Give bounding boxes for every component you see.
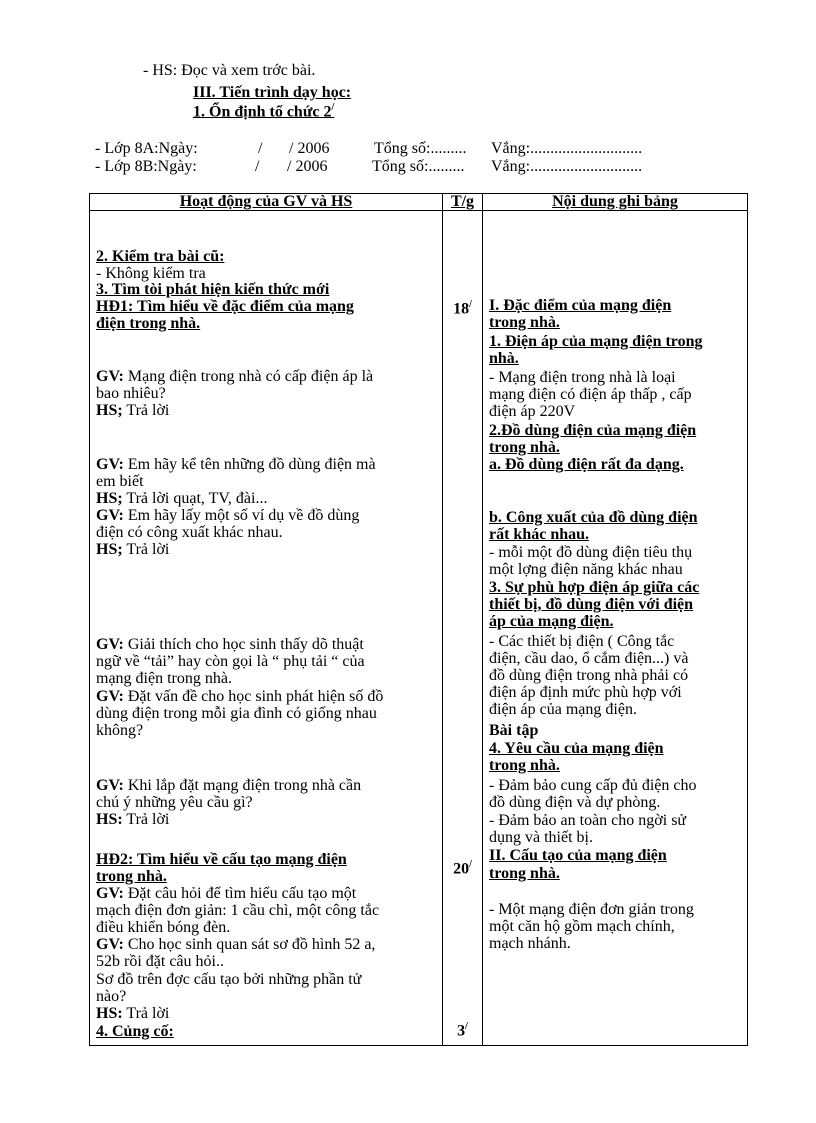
left-line — [96, 281, 329, 299]
left-line-text: điều khiển bóng đèn. — [96, 919, 231, 936]
left-line — [96, 670, 232, 688]
left-line-text: Trả lời — [122, 402, 170, 419]
left-line — [96, 541, 169, 559]
left-line-text: không? — [96, 722, 144, 739]
left-line-text: 52b rồi đặt câu hỏi.. — [96, 953, 224, 970]
class-label: - Lớp 8A:Ngày: — [95, 140, 198, 157]
left-line — [96, 385, 166, 403]
left-line — [96, 473, 144, 491]
right-line — [489, 561, 683, 579]
time-value: 18 — [453, 300, 470, 318]
left-line-bold: GV: — [96, 688, 124, 705]
right-line-bold: trong nhà. — [489, 314, 560, 331]
right-line — [489, 596, 693, 614]
table-body-row — [90, 211, 748, 1046]
left-line — [96, 722, 143, 740]
right-line — [489, 403, 575, 421]
left-line-text: Giải thích cho học sinh thấy dõ thuật — [123, 636, 364, 653]
left-line-text: ngữ về “tải” hay còn gọi là “ phụ tải “ của — [96, 653, 365, 670]
right-line-text: điện áp 220V — [489, 403, 576, 420]
right-line — [489, 701, 637, 719]
class-label: - Lớp 8B:Ngày: — [95, 158, 197, 175]
left-line-bold: HS: — [96, 1005, 123, 1022]
right-line — [489, 794, 660, 812]
right-line-bold: nhà. — [489, 350, 519, 367]
left-line-bold: GV: — [96, 936, 124, 953]
table-header-row — [90, 194, 748, 211]
header-time: T/g — [443, 194, 483, 211]
right-line-bold: 3. Sự phù hợp điện áp giữa các — [489, 579, 700, 596]
right-line-text: dụng và thiết bị. — [489, 829, 593, 846]
right-line — [489, 722, 538, 740]
date-year: / 2006 — [289, 140, 330, 157]
left-line — [96, 902, 379, 920]
absent-count: Vắng:............................ — [491, 140, 643, 157]
left-line — [96, 705, 377, 723]
left-line-bold: HĐ2: Tìm hiểu về cấu tạo mạng điện — [96, 851, 347, 868]
right-line-bold: 1. Điện áp của mạng điện trong — [489, 333, 703, 350]
left-line-text: Cho học sinh quan sát sơ đồ hình 52 a, — [123, 936, 376, 953]
right-line — [489, 439, 560, 457]
left-line-bold: GV: — [96, 636, 124, 653]
left-line-text: em biết — [96, 473, 144, 490]
left-line — [96, 524, 283, 542]
right-line — [489, 667, 688, 685]
right-line — [489, 935, 571, 953]
left-line-text: Mạng điện trong nhà có cấp điện áp là — [123, 368, 374, 385]
right-line-text: điện áp định mức phù hợp với — [489, 684, 682, 701]
right-line-bold: Bài tập — [489, 722, 539, 739]
left-line — [96, 936, 375, 954]
right-line — [489, 526, 589, 544]
step-title — [193, 102, 334, 121]
left-line-bold: 3. Tìm tòi phát hiện kiến thức mới — [96, 281, 330, 298]
header-activities: Hoạt động của GV và HS — [90, 194, 443, 211]
right-line — [489, 579, 699, 597]
left-line — [96, 368, 373, 386]
left-line — [96, 988, 126, 1006]
right-line-text: điện, cầu dao, ổ cắm điện...) và — [489, 650, 689, 667]
right-line — [489, 757, 560, 775]
left-line — [96, 653, 365, 671]
left-line-bold: HS: — [96, 811, 123, 828]
left-line-text: bao nhiêu? — [96, 385, 166, 402]
left-line-text: mạch điện đơn giản: 1 cầu chì, một công tắc — [96, 902, 380, 919]
time-unit: / — [465, 1021, 468, 1032]
right-line — [489, 650, 688, 668]
left-line-text: - Không kiểm tra — [96, 265, 206, 282]
right-line — [489, 777, 696, 795]
left-line — [96, 851, 347, 869]
right-line — [489, 386, 692, 404]
left-line-text: Đặt câu hỏi để tìm hiểu cấu tạo một — [123, 885, 357, 902]
lesson-table — [89, 193, 748, 1046]
section-title: III. Tiến trình dạy học: — [193, 84, 352, 101]
hs-preparation-line: - HS: Đọc và xem trớc bài. — [143, 62, 316, 79]
right-line — [489, 422, 696, 440]
left-line — [96, 868, 167, 886]
left-line-text: mạng điện trong nhà. — [96, 670, 232, 687]
left-line-bold: trong nhà. — [96, 868, 167, 885]
right-line — [489, 613, 613, 631]
right-line — [489, 829, 593, 847]
right-line-bold: trong nhà. — [489, 865, 560, 882]
right-line — [489, 456, 684, 474]
date-slash: / — [255, 158, 260, 175]
left-line-bold: HS; — [96, 490, 123, 507]
time-unit: / — [469, 299, 472, 310]
right-line-text: đồ dùng điện và dự phòng. — [489, 794, 661, 811]
left-line — [96, 971, 361, 989]
activities-cell — [90, 211, 443, 1046]
right-line — [489, 544, 692, 562]
right-line-bold: b. Công xuất của đồ dùng điện — [489, 509, 698, 526]
left-line-text: Trả lời quạt, TV, đài... — [122, 490, 268, 507]
left-line-bold: GV: — [96, 885, 124, 902]
left-line-bold: GV: — [96, 368, 124, 385]
time-unit: / — [469, 859, 472, 870]
left-line — [96, 507, 359, 525]
right-line — [489, 350, 519, 368]
left-line — [96, 456, 376, 474]
right-line-bold: 4. Yêu cầu của mạng điện — [489, 740, 664, 757]
right-line-bold: a. Đồ dùng điện rất đa dạng. — [489, 456, 684, 473]
left-line-text: Em hãy kể tên những đồ dùng điện mà — [123, 456, 376, 473]
left-line-bold: điện trong nhà. — [96, 315, 201, 332]
right-line-bold: trong nhà. — [489, 439, 560, 456]
left-line — [96, 811, 169, 829]
right-line-bold: thiết bị, đồ dùng điện với điện — [489, 596, 694, 613]
right-line-text: điện áp của mạng điện. — [489, 701, 637, 718]
right-line-text: - Đảm bảo an toàn cho ngời sử — [489, 812, 687, 829]
left-line-text: Sơ đồ trên đợc cấu tạo bởi những phần tử — [96, 971, 362, 988]
left-line-bold: GV: — [96, 777, 124, 794]
right-line-text: - Đảm bảo cung cấp đủ điện cho — [489, 777, 697, 794]
right-line-text: - Các thiết bị điện ( Công tắc — [489, 633, 675, 650]
date-slash: / — [258, 140, 263, 157]
left-line — [96, 794, 253, 812]
time-duration — [443, 299, 482, 318]
left-line — [96, 688, 383, 706]
right-line — [489, 740, 664, 758]
right-line-text: một căn hộ gồm mạch chính, — [489, 918, 675, 935]
left-line-text: Khi lắp đặt mạng điện trong nhà cần — [123, 777, 362, 794]
left-line-bold: HĐ1: Tìm hiểu về đặc điểm của mạng — [96, 298, 354, 315]
total-count: Tổng số:......... — [374, 140, 467, 157]
left-line-text: nào? — [96, 988, 127, 1005]
left-line — [96, 315, 200, 333]
right-line-text: đồ dùng điện trong nhà phải có — [489, 667, 689, 684]
left-line-text: dùng điện trong mỗi gia đình có giống nhau — [96, 705, 377, 722]
left-line — [96, 402, 169, 420]
right-line-bold: II. Cấu tạo của mạng điện — [489, 847, 667, 864]
left-line — [96, 490, 267, 508]
left-line — [96, 298, 354, 316]
step-title-text: 1. Ổn định tổ chức 2 — [193, 103, 332, 121]
right-line-bold: I. Đặc điểm của mạng điện — [489, 297, 672, 314]
right-line-bold: 2.Đồ dùng điện của mạng điện — [489, 422, 697, 439]
time-duration — [443, 859, 482, 878]
right-line — [489, 684, 682, 702]
left-line-bold: GV: — [96, 507, 124, 524]
absent-count: Vắng:............................ — [491, 158, 643, 175]
left-line — [96, 248, 224, 266]
left-line-text: điện có công xuất khác nhau. — [96, 524, 283, 541]
right-line — [489, 509, 698, 527]
right-line — [489, 297, 671, 315]
left-line-bold: 4. Củng cố: — [96, 1023, 174, 1040]
right-line-bold: rất khác nhau. — [489, 526, 590, 543]
left-line-text: Em hãy lấy một số ví dụ về đồ dùng — [123, 507, 360, 524]
time-duration — [443, 1021, 482, 1040]
right-line-bold: trong nhà. — [489, 757, 560, 774]
right-line — [489, 633, 674, 651]
right-line — [489, 901, 694, 919]
time-value: 3 — [457, 1022, 466, 1040]
left-line-text: Trả lời — [122, 811, 170, 828]
right-line-text: mạch nhánh. — [489, 935, 571, 952]
right-line-text: mạng điện có điện áp thấp , cấp — [489, 386, 692, 403]
step-title-minutes: / — [331, 102, 335, 113]
date-year: / 2006 — [287, 158, 328, 175]
right-line — [489, 812, 686, 830]
left-line — [96, 777, 361, 795]
content-cell — [483, 211, 748, 1046]
right-line — [489, 847, 667, 865]
left-line — [96, 885, 356, 903]
left-line-text: Trả lời — [122, 1005, 170, 1022]
left-line — [96, 919, 230, 937]
left-line — [96, 953, 224, 971]
left-line-bold: HS; — [96, 402, 123, 419]
time-cell — [443, 211, 483, 1046]
left-line-bold: GV: — [96, 456, 124, 473]
right-line — [489, 314, 560, 332]
right-line-text: - Mạng điện trong nhà là loại — [489, 369, 676, 386]
left-line — [96, 1023, 174, 1041]
right-line — [489, 918, 675, 936]
right-line — [489, 865, 560, 883]
total-count: Tổng số:......... — [372, 158, 465, 175]
time-value: 20 — [453, 860, 470, 878]
header-content: Nội dung ghi bảng — [483, 194, 748, 211]
left-line — [96, 636, 364, 654]
right-line-bold: áp của mạng điện. — [489, 613, 614, 630]
left-line-text: Đặt vấn đề cho học sinh phát hiện số đồ — [123, 688, 384, 705]
left-line-bold: 2. Kiểm tra bài cũ: — [96, 248, 225, 265]
right-line-text: một lợng điện năng khác nhau — [489, 561, 683, 578]
right-line — [489, 369, 676, 387]
right-line-text: - mỗi một đồ dùng điện tiêu thụ — [489, 544, 693, 561]
left-line-text: Trả lời — [122, 541, 170, 558]
left-line-bold: HS; — [96, 541, 123, 558]
left-line-text: chú ý những yêu cầu gì? — [96, 794, 253, 811]
right-line-text: - Một mạng điện đơn giản trong — [489, 901, 694, 918]
left-line — [96, 1005, 169, 1023]
right-line — [489, 333, 703, 351]
